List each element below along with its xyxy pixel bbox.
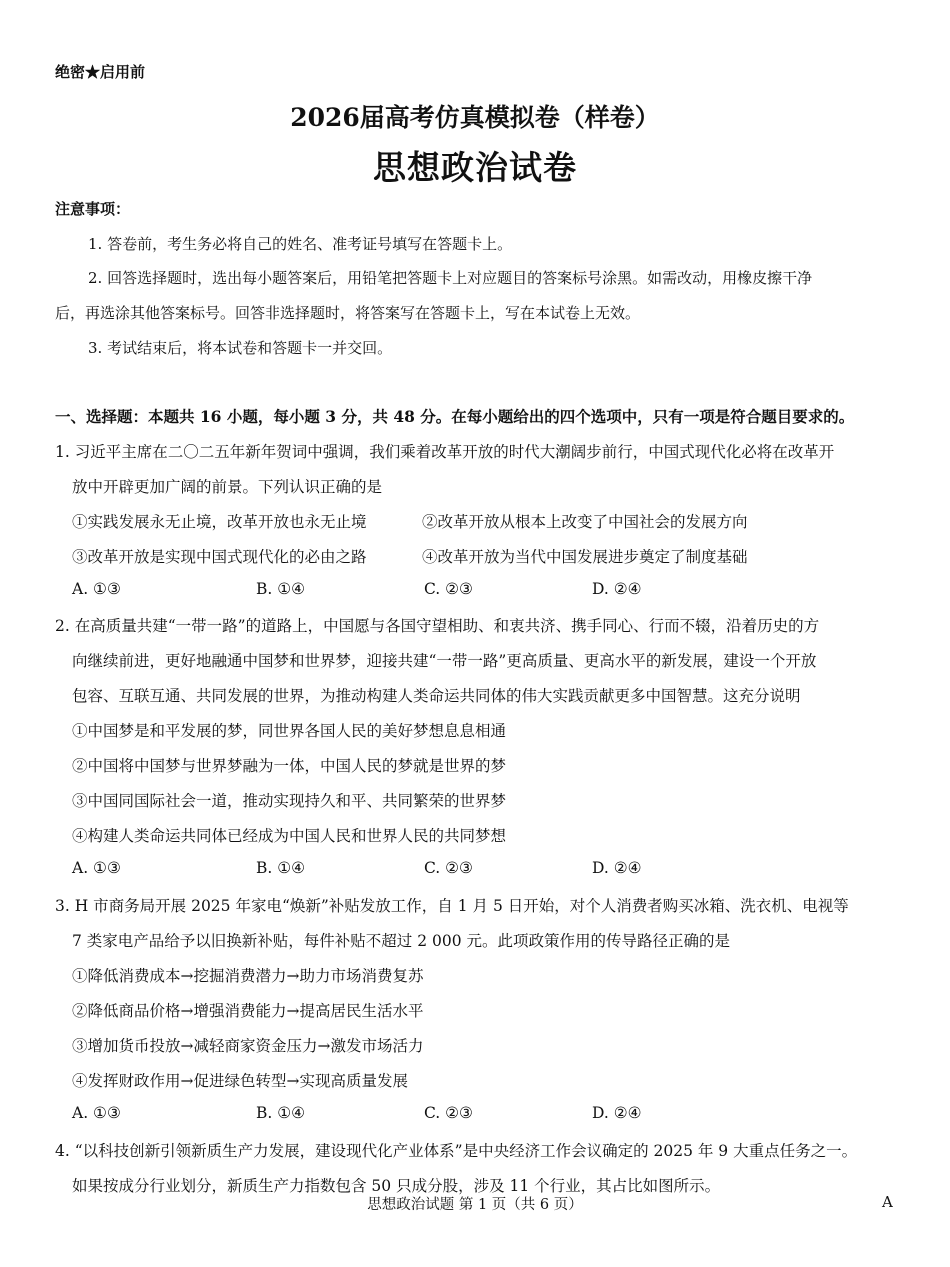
question-4-line-1: 4. “以科技创新引领新质生产力发展，建设现代化产业体系”是中央经济工作会议确定的 2025 年 9 大重点任务之一。 [55, 1142, 858, 1160]
question-1-statement-1: ①实践发展永无止境，改革开放也永无止境 [72, 513, 367, 531]
question-2-statement-4: ④构建人类命运共同体已经成为中国人民和世界人民的共同梦想 [72, 827, 507, 845]
question-3-choice-b: B. ①④ [256, 1104, 306, 1122]
notice-heading: 注意事项： [55, 200, 131, 218]
question-2-line-2: 向继续前进，更好地融通中国梦和世界梦，迎接共建“一带一路”更高质量、更高水平的新发展，建设一个开放 [72, 652, 817, 670]
question-1-choice-d: D. ②④ [592, 580, 642, 598]
question-3-choice-c: C. ②③ [424, 1104, 473, 1122]
notice-item-2-line-2: 后，再选涂其他答案标号。回答非选择题时，将答案写在答题卡上，写在本试卷上无效。 [55, 304, 641, 322]
question-2-statement-2: ②中国将中国梦与世界梦融为一体，中国人民的梦就是世界的梦 [72, 757, 507, 775]
paper-version: A [882, 1193, 893, 1211]
question-1-choice-a: A. ①③ [72, 580, 121, 598]
confidential-mark: 绝密★启用前 [55, 63, 146, 81]
question-3-statement-3: ③增加货币投放→减轻商家资金压力→激发市场活力 [72, 1037, 424, 1055]
question-3-line-1: 3. H 市商务局开展 2025 年家电“焕新”补贴发放工作，自 1 月 5 日开始，对个人消费者购买冰箱、洗衣机、电视等 [55, 897, 849, 915]
question-1-statement-3: ③改革开放是实现中国式现代化的必由之路 [72, 548, 367, 566]
question-1-statement-2: ②改革开放从根本上改变了中国社会的发展方向 [422, 513, 748, 531]
question-2-choice-c: C. ②③ [424, 859, 473, 877]
question-3-statement-4: ④发挥财政作用→促进绿色转型→实现高质量发展 [72, 1072, 408, 1090]
question-1-choice-c: C. ②③ [424, 580, 473, 598]
question-2-statement-3: ③中国同国际社会一道，推动实现持久和平、共同繁荣的世界梦 [72, 792, 507, 810]
question-4-line-2: 如果按成分行业划分，新质生产力指数包含 50 只成分股，涉及 11 个行业，其占比如图所示。 [72, 1177, 721, 1195]
question-1-statement-4: ④改革开放为当代中国发展进步奠定了制度基础 [422, 548, 748, 566]
section-heading: 一、选择题：本题共 16 小题，每小题 3 分，共 48 分。在每小题给出的四个选项中，只有一项是符合题目要求的。 [55, 407, 855, 426]
question-2-line-1: 2. 在高质量共建“一带一路”的道路上，中国愿与各国守望相助、和衷共济、携手同心、行而不辍，沿着历史的方 [55, 617, 820, 635]
question-3-choice-d: D. ②④ [592, 1104, 642, 1122]
question-2-line-3: 包容、互联互通、共同发展的世界，为推动构建人类命运共同体的伟大实践贡献更多中国智慧。这充分说明 [72, 687, 801, 705]
question-2-choice-b: B. ①④ [256, 859, 306, 877]
question-1-line-2: 放中开辟更加广阔的前景。下列认识正确的是 [72, 478, 383, 496]
notice-item-1: 1. 答卷前，考生务必将自己的姓名、准考证号填写在答题卡上。 [88, 235, 513, 253]
question-1-line-1: 1. 习近平主席在二〇二五年新年贺词中强调，我们乘着改革开放的时代大潮阔步前行，中国式现代化必将在改革开 [55, 443, 835, 461]
question-3-statement-1: ①降低消费成本→挖掘消费潜力→助力市场消费复苏 [72, 967, 424, 985]
question-2-choice-a: A. ①③ [72, 859, 121, 877]
question-1-choice-b: B. ①④ [256, 580, 306, 598]
subject-title: 思想政治试卷 [373, 148, 577, 187]
question-3-statement-2: ②降低商品价格→增强消费能力→提高居民生活水平 [72, 1002, 424, 1020]
question-3-choice-a: A. ①③ [72, 1104, 121, 1122]
exam-title: 2026届高考仿真模拟卷（样卷） [290, 103, 660, 132]
question-2-choice-d: D. ②④ [592, 859, 642, 877]
notice-item-2-line-1: 2. 回答选择题时，选出每小题答案后，用铅笔把答题卡上对应题目的答案标号涂黑。如需改动，用橡皮擦干净 [88, 269, 813, 287]
notice-item-3: 3. 考试结束后，将本试卷和答题卡一并交回。 [88, 339, 393, 357]
question-3-line-2: 7 类家电产品给予以旧换新补贴，每件补贴不超过 2 000 元。此项政策作用的传导路径正确的是 [72, 932, 731, 950]
page-footer: 思想政治试题 第 1 页（共 6 页） [367, 1197, 583, 1213]
question-2-statement-1: ①中国梦是和平发展的梦，同世界各国人民的美好梦想息息相通 [72, 722, 507, 740]
